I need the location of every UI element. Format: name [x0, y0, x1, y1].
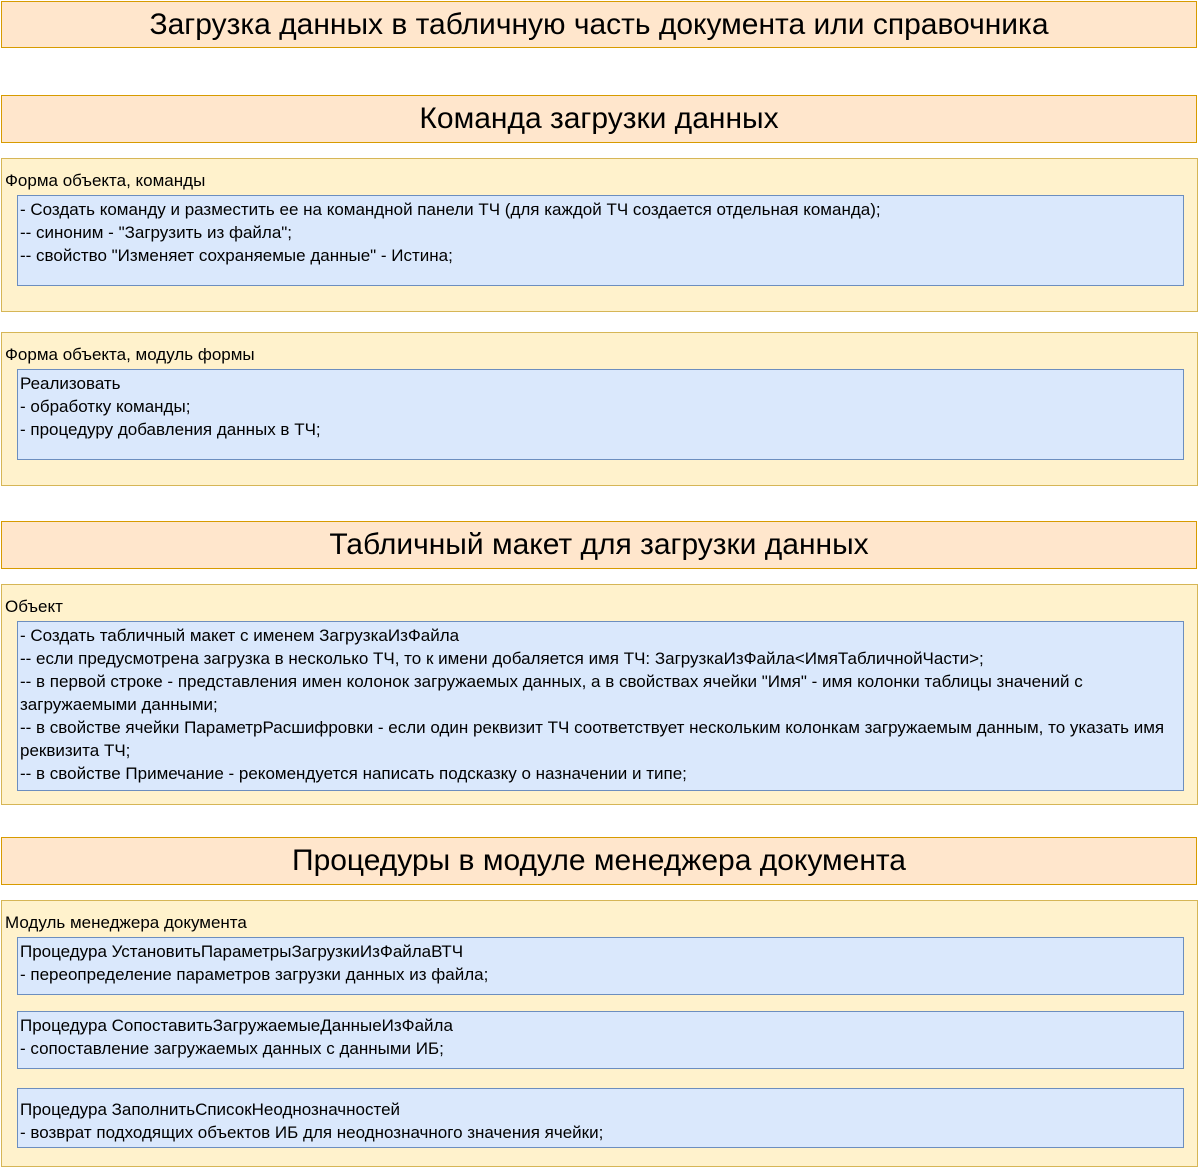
- section-header-template: [1, 521, 1197, 569]
- block-caption: Объект: [5, 597, 63, 616]
- note-line: - Создать команду и разместить ее на командной панели ТЧ (для каждой ТЧ создается отдельная команда);: [20, 200, 881, 219]
- block-caption: Модуль менеджера документа: [5, 913, 247, 932]
- note-line: Процедура СопоставитьЗагружаемыеДанныеИзФайла: [20, 1016, 453, 1035]
- section-title: Команда загрузки данных: [419, 102, 779, 135]
- section-header-command: [1, 95, 1197, 143]
- note-line: -- в свойстве Примечание - рекомендуется написать подсказку о назначении и типе;: [20, 764, 687, 783]
- note-line: - сопоставление загружаемых данных с данными ИБ;: [20, 1039, 444, 1058]
- note-line: Реализовать: [20, 374, 121, 393]
- note-line: -- свойство "Изменяет сохраняемые данные" - Истина;: [20, 246, 453, 265]
- note-line: Процедура ЗаполнитьСписокНеоднозначностей: [20, 1100, 401, 1119]
- main-title-text: Загрузка данных в табличную часть документа или справочника: [149, 7, 1049, 41]
- block-form-module: [1, 332, 1198, 486]
- note-line: Процедура УстановитьПараметрыЗагрузкиИзФайлаВТЧ: [20, 942, 464, 961]
- section-header-procedures: [1, 837, 1197, 885]
- note-procedure-set-params: [17, 937, 1184, 995]
- block-caption: Форма объекта, команды: [5, 171, 206, 190]
- block-form-commands: [1, 158, 1198, 312]
- note-line: - процедуру добавления данных в ТЧ;: [20, 420, 321, 439]
- note-line: - обработку команды;: [20, 397, 191, 416]
- note-implement: [17, 369, 1184, 460]
- note-line: - Создать табличный макет с именем ЗагрузкаИзФайла: [20, 626, 460, 645]
- main-title: [1, 1, 1197, 48]
- note-line: -- в свойстве ячейки ПараметрРасшифровки - если один реквизит ТЧ соответствует нескольким колонкам загружаемым данным, то указать имя реквизита ТЧ;: [20, 718, 1165, 760]
- note-line: - переопределение параметров загрузки данных из файла;: [20, 965, 489, 984]
- block-caption: Форма объекта, модуль формы: [5, 345, 255, 364]
- note-procedure-match-data: [17, 1011, 1184, 1069]
- section-title: Табличный макет для загрузки данных: [329, 528, 869, 561]
- note-line: - возврат подходящих объектов ИБ для неоднозначного значения ячейки;: [20, 1123, 604, 1142]
- section-title: Процедуры в модуле менеджера документа: [292, 844, 906, 877]
- note-create-command: [17, 195, 1184, 286]
- note-line: -- если предусмотрена загрузка в несколько ТЧ, то к имени добаляется имя ТЧ: ЗагрузкаИзФайла<ИмяТабличнойЧасти>;: [20, 649, 984, 668]
- note-line: -- синоним - "Загрузить из файла";: [20, 223, 293, 242]
- note-template: [17, 621, 1184, 791]
- note-line: -- в первой строке - представления имен колонок загружаемых данных, а в свойствах ячейки "Имя" - имя колонки таблицы значений с загружаемыми данными;: [20, 672, 1083, 714]
- block-object: [1, 584, 1198, 805]
- block-manager-module: [1, 900, 1198, 1167]
- note-procedure-ambiguities: [17, 1088, 1184, 1148]
